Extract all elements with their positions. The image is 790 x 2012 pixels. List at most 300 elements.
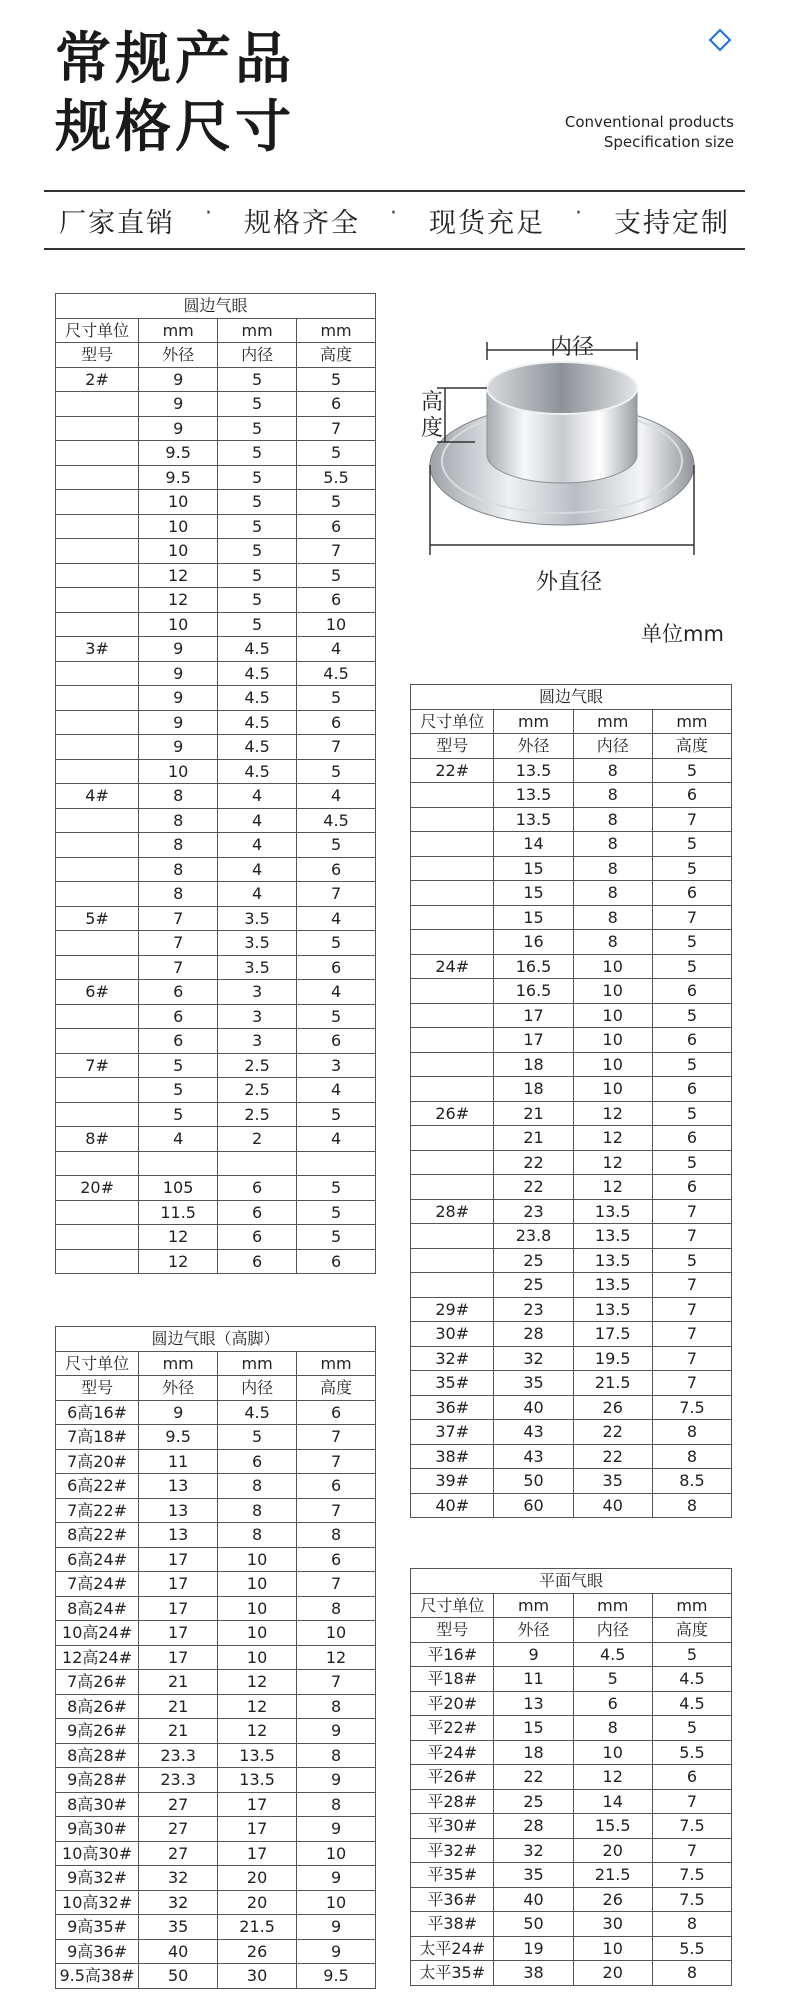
- table-header-name: 高度: [297, 343, 376, 368]
- table-row: [56, 1498, 376, 1523]
- table-cell: 6: [139, 1004, 218, 1029]
- table-cell: 30: [573, 1912, 652, 1937]
- table-cell: 8: [297, 1743, 376, 1768]
- table-cell: 10: [139, 490, 218, 515]
- table-cell: [411, 1126, 494, 1151]
- table-cell: 22: [494, 1765, 573, 1790]
- table-header-unit-row: [411, 709, 732, 734]
- table-cell: 4.5: [652, 1691, 731, 1716]
- table-cell: 7: [297, 1449, 376, 1474]
- table-cell: 17.5: [573, 1322, 652, 1347]
- table-header-unit: mm: [652, 709, 731, 734]
- table-cell: 7: [297, 735, 376, 760]
- table-cell: 20: [218, 1866, 297, 1891]
- table-row: [411, 954, 732, 979]
- slogan-item: 厂家直销: [59, 208, 175, 239]
- table-cell: 8: [652, 1444, 731, 1469]
- table-row: [411, 856, 732, 881]
- table-cell: 15: [494, 881, 573, 906]
- table-cell: 9: [139, 1400, 218, 1425]
- table-row: [411, 1667, 732, 1692]
- table-cell: 15: [494, 1716, 573, 1741]
- table-cell: 5: [297, 1102, 376, 1127]
- table-cell: [56, 1249, 139, 1274]
- table-cell: 8: [573, 807, 652, 832]
- table-cell: 6: [297, 857, 376, 882]
- table-header-name: 外径: [494, 1618, 573, 1643]
- table-cell: 8.5: [652, 1469, 731, 1494]
- table-cell: 9: [139, 392, 218, 417]
- table-cell: 13: [139, 1474, 218, 1499]
- table-cell: [56, 1004, 139, 1029]
- table-header-name: 外径: [139, 343, 218, 368]
- table-cell: 10: [218, 1547, 297, 1572]
- table-cell: 8: [573, 905, 652, 930]
- table-row: [411, 1175, 732, 1200]
- table-cell: [411, 1077, 494, 1102]
- page-title-line2: 规格尺寸: [55, 95, 295, 160]
- table-cell: 6: [297, 1474, 376, 1499]
- table-cell: 9.5: [139, 441, 218, 466]
- table-row: [411, 1003, 732, 1028]
- table-cell: 26: [573, 1395, 652, 1420]
- table-cell: 平26#: [411, 1765, 494, 1790]
- table-cell: 12: [573, 1101, 652, 1126]
- table-cell: 24#: [411, 954, 494, 979]
- table-cell: 12: [139, 588, 218, 613]
- table-cell: [411, 881, 494, 906]
- table-cell: 17: [139, 1547, 218, 1572]
- slogan-item: 现货充足: [429, 208, 545, 239]
- table-header-name-row: [411, 1618, 732, 1643]
- table-cell: 12: [218, 1719, 297, 1744]
- table-cell: [411, 905, 494, 930]
- table-cell: 7: [652, 1322, 731, 1347]
- table-header-unit: mm: [139, 1351, 218, 1376]
- table-cell: 20: [573, 1961, 652, 1986]
- table-cell: 9: [139, 661, 218, 686]
- table-header-name: 内径: [573, 1618, 652, 1643]
- table-cell: 21: [139, 1694, 218, 1719]
- table-cell: 7高24#: [56, 1572, 139, 1597]
- table-cell: 10: [139, 612, 218, 637]
- table-cell: 4: [218, 882, 297, 907]
- table-cell: 20#: [56, 1176, 139, 1201]
- table-cell: [56, 1151, 139, 1176]
- table-cell: 2: [218, 1127, 297, 1152]
- table-caption-row: [411, 1569, 732, 1594]
- table-header-unit: mm: [297, 318, 376, 343]
- table-row: [411, 1838, 732, 1863]
- slogan-item: 规格齐全: [244, 208, 360, 239]
- table-cell: 25: [494, 1248, 573, 1273]
- table-cell: 6: [297, 1400, 376, 1425]
- table-cell: 2#: [56, 367, 139, 392]
- table-cell: 5: [652, 856, 731, 881]
- table-row: [411, 1765, 732, 1790]
- table-cell: [411, 783, 494, 808]
- table-header-unit: mm: [652, 1593, 731, 1618]
- table-row: [411, 1642, 732, 1667]
- table-row: [56, 882, 376, 907]
- table-cell: 7.5: [652, 1814, 731, 1839]
- table-cell: 13: [494, 1691, 573, 1716]
- table-cell: 4#: [56, 784, 139, 809]
- table-row: [56, 392, 376, 417]
- table-row: [56, 1176, 376, 1201]
- table-cell: 8: [573, 881, 652, 906]
- table-row: [56, 1225, 376, 1250]
- table-cell: 4: [218, 857, 297, 882]
- table-cell: 32: [494, 1346, 573, 1371]
- table-cell: 10: [139, 514, 218, 539]
- table-cell: 40: [494, 1395, 573, 1420]
- table-cell: 11: [494, 1667, 573, 1692]
- table-cell: 6: [652, 1175, 731, 1200]
- table-row: [56, 588, 376, 613]
- table-row: [411, 1887, 732, 1912]
- spec-table-round-eyelet-large: [410, 684, 732, 1518]
- table-cell: 12: [573, 1175, 652, 1200]
- table-cell: 19: [494, 1936, 573, 1961]
- table-header-name: 外径: [139, 1376, 218, 1401]
- table-row: [411, 1912, 732, 1937]
- table-cell: 15: [494, 856, 573, 881]
- table-cell: 7: [139, 931, 218, 956]
- table-cell: 40: [573, 1493, 652, 1518]
- table-cell: 5: [297, 686, 376, 711]
- table-cell: [411, 1175, 494, 1200]
- table-cell: 23.3: [139, 1743, 218, 1768]
- table-row: [56, 1200, 376, 1225]
- table-header-name: 型号: [411, 1618, 494, 1643]
- table-cell: 7: [652, 1789, 731, 1814]
- table-cell: 5: [297, 563, 376, 588]
- table-cell: 40: [494, 1887, 573, 1912]
- table-cell: 35: [494, 1371, 573, 1396]
- table-cell: 8: [139, 857, 218, 882]
- table-cell: [411, 1224, 494, 1249]
- table-cell: 9高30#: [56, 1817, 139, 1842]
- table-cell: [56, 1225, 139, 1250]
- table-row: [56, 1596, 376, 1621]
- table-cell: 21: [139, 1670, 218, 1695]
- table-cell: 5: [218, 441, 297, 466]
- diamond-icon: [709, 29, 732, 52]
- table-cell: 35: [573, 1469, 652, 1494]
- table-cell: 8: [139, 833, 218, 858]
- table-cell: 6: [139, 1029, 218, 1054]
- table-cell: 6: [139, 980, 218, 1005]
- table-cell: 17: [139, 1572, 218, 1597]
- table-cell: 50: [139, 1964, 218, 1989]
- table-cell: [56, 661, 139, 686]
- table-cell: 5: [218, 612, 297, 637]
- table-cell: 10: [218, 1621, 297, 1646]
- table-cell: 8高22#: [56, 1523, 139, 1548]
- table-cell: 23.3: [139, 1768, 218, 1793]
- table-cell: 9: [297, 1768, 376, 1793]
- table-cell: 13: [139, 1523, 218, 1548]
- table-row: [411, 832, 732, 857]
- table-cell: 平18#: [411, 1667, 494, 1692]
- table-cell: 10: [573, 1003, 652, 1028]
- table-row: [56, 1102, 376, 1127]
- table-cell: 25: [494, 1273, 573, 1298]
- table-caption: 圆边气眼: [411, 685, 732, 710]
- table-cell: 12: [139, 1225, 218, 1250]
- table-cell: [411, 832, 494, 857]
- table-cell: 9高32#: [56, 1866, 139, 1891]
- table-row: [56, 1890, 376, 1915]
- table-row: [56, 1939, 376, 1964]
- table-cell: 5.5: [297, 465, 376, 490]
- table-cell: 50: [494, 1912, 573, 1937]
- table-header-name-row: [56, 343, 376, 368]
- table-caption-row: [56, 294, 376, 319]
- table-cell: [56, 612, 139, 637]
- table-row: [56, 1078, 376, 1103]
- table-cell: 4.5: [297, 808, 376, 833]
- table-row: [411, 1789, 732, 1814]
- table-cell: 6: [297, 392, 376, 417]
- table-row: [411, 881, 732, 906]
- table-cell: 5: [218, 563, 297, 588]
- table-cell: 10: [297, 612, 376, 637]
- table-cell: 平36#: [411, 1887, 494, 1912]
- table-cell: 12: [573, 1126, 652, 1151]
- table-cell: 4: [297, 980, 376, 1005]
- table-row: [56, 1053, 376, 1078]
- table-cell: 4.5: [218, 661, 297, 686]
- table-cell: 10: [573, 1740, 652, 1765]
- table-cell: 13.5: [218, 1768, 297, 1793]
- table-header-unit: 尺寸单位: [411, 1593, 494, 1618]
- table-cell: 太平35#: [411, 1961, 494, 1986]
- table-row: [56, 833, 376, 858]
- table-row: [411, 1493, 732, 1518]
- table-cell: 32: [494, 1838, 573, 1863]
- table-cell: 6: [218, 1249, 297, 1274]
- table-row: [56, 612, 376, 637]
- separator-dot: ·: [205, 201, 214, 226]
- table-cell: 18: [494, 1740, 573, 1765]
- table-row: [56, 465, 376, 490]
- table-cell: 10: [297, 1621, 376, 1646]
- table-cell: 6: [297, 588, 376, 613]
- table-row: [411, 1691, 732, 1716]
- table-cell: 8: [218, 1474, 297, 1499]
- table-cell: 7: [652, 1838, 731, 1863]
- table-cell: 13: [139, 1498, 218, 1523]
- table-cell: [56, 416, 139, 441]
- table-cell: 10: [573, 979, 652, 1004]
- table-cell: 7: [652, 905, 731, 930]
- table-cell: 7: [652, 1199, 731, 1224]
- table-cell: 20: [573, 1838, 652, 1863]
- table-cell: 7: [297, 1498, 376, 1523]
- table-row: [56, 1841, 376, 1866]
- table-cell: 10: [573, 1077, 652, 1102]
- table-cell: 9: [297, 1719, 376, 1744]
- table-cell: 7高20#: [56, 1449, 139, 1474]
- table-row: [56, 980, 376, 1005]
- table-cell: 21: [494, 1101, 573, 1126]
- table-cell: 8: [297, 1792, 376, 1817]
- table-cell: 12: [218, 1694, 297, 1719]
- table-row: [56, 1474, 376, 1499]
- table-cell: [411, 1028, 494, 1053]
- table-cell: 5: [652, 930, 731, 955]
- table-cell: 6: [297, 1547, 376, 1572]
- table-cell: 40#: [411, 1493, 494, 1518]
- table-row: [56, 490, 376, 515]
- table-cell: 8: [573, 1716, 652, 1741]
- table-cell: 5: [573, 1667, 652, 1692]
- table-row: [411, 1936, 732, 1961]
- table-cell: 7#: [56, 1053, 139, 1078]
- table-row: [411, 783, 732, 808]
- table-cell: 8高24#: [56, 1596, 139, 1621]
- table-cell: 7: [652, 1273, 731, 1298]
- table-cell: 21: [139, 1719, 218, 1744]
- table-cell: 7高26#: [56, 1670, 139, 1695]
- table-cell: 4: [139, 1127, 218, 1152]
- table-cell: 太平24#: [411, 1936, 494, 1961]
- table-cell: 9高28#: [56, 1768, 139, 1793]
- outer-diameter-label: 外直径: [536, 570, 603, 595]
- table-cell: 5: [652, 832, 731, 857]
- table-cell: 6: [218, 1176, 297, 1201]
- table-cell: [56, 735, 139, 760]
- table-cell: 10高30#: [56, 1841, 139, 1866]
- table-row: [56, 441, 376, 466]
- table-row: [56, 1425, 376, 1450]
- table-cell: 22: [494, 1175, 573, 1200]
- unit-label: 单位mm: [641, 622, 724, 646]
- table-cell: 10: [218, 1645, 297, 1670]
- table-cell: [411, 1150, 494, 1175]
- table-cell: 5: [652, 1716, 731, 1741]
- table-cell: 5: [652, 1248, 731, 1273]
- table-cell: 20: [218, 1890, 297, 1915]
- table-cell: 5: [297, 1200, 376, 1225]
- table-cell: 12: [139, 563, 218, 588]
- table-cell: 21.5: [573, 1863, 652, 1888]
- table-cell: 8: [652, 1961, 731, 1986]
- table-cell: [411, 1003, 494, 1028]
- table-cell: [56, 857, 139, 882]
- table-cell: 6: [652, 783, 731, 808]
- table-cell: 17: [218, 1817, 297, 1842]
- table-cell: 9: [139, 686, 218, 711]
- table-row: [56, 1817, 376, 1842]
- table-cell: 8: [139, 882, 218, 907]
- table-cell: 11.5: [139, 1200, 218, 1225]
- table-row: [411, 1126, 732, 1151]
- table-cell: 7: [652, 1297, 731, 1322]
- table-cell: 6: [652, 1028, 731, 1053]
- table-row: [411, 1371, 732, 1396]
- table-row: [56, 955, 376, 980]
- table-cell: 7: [297, 1425, 376, 1450]
- table-cell: 5: [297, 833, 376, 858]
- table-row: [56, 514, 376, 539]
- divider-bottom: [44, 248, 745, 250]
- table-row: [56, 784, 376, 809]
- table-cell: 21.5: [573, 1371, 652, 1396]
- table-cell: 7: [297, 539, 376, 564]
- table-cell: 9高36#: [56, 1939, 139, 1964]
- page-title-line1: 常规产品: [55, 27, 295, 92]
- table-caption: 平面气眼: [411, 1569, 732, 1594]
- table-cell: 17: [494, 1003, 573, 1028]
- table-cell: 5: [218, 465, 297, 490]
- table-cell: 32#: [411, 1346, 494, 1371]
- table-cell: 39#: [411, 1469, 494, 1494]
- table-cell: 9: [139, 416, 218, 441]
- spec-table-round-eyelet: [55, 293, 376, 1274]
- table-cell: 4: [297, 784, 376, 809]
- table-row: [56, 1249, 376, 1274]
- table-row: [411, 1444, 732, 1469]
- table-cell: 28#: [411, 1199, 494, 1224]
- table-cell: 30#: [411, 1322, 494, 1347]
- table-cell: 9高26#: [56, 1719, 139, 1744]
- table-cell: [411, 1273, 494, 1298]
- table-cell: 10: [573, 1936, 652, 1961]
- table-cell: 15.5: [573, 1814, 652, 1839]
- table-header-unit: mm: [218, 1351, 297, 1376]
- table-row: [56, 1621, 376, 1646]
- subtitle-en-line1: Conventional products: [564, 113, 734, 131]
- table-header-name: 外径: [494, 734, 573, 759]
- table-cell: 9: [139, 735, 218, 760]
- table-header-unit: mm: [218, 318, 297, 343]
- table-cell: 9.5: [297, 1964, 376, 1989]
- table-cell: 12高24#: [56, 1645, 139, 1670]
- table-row: [56, 710, 376, 735]
- slogan-item: 支持定制: [614, 208, 730, 239]
- table-row: [56, 1792, 376, 1817]
- table-cell: 13.5: [573, 1224, 652, 1249]
- table-cell: 16.5: [494, 979, 573, 1004]
- table-cell: 6: [652, 881, 731, 906]
- table-cell: 9.5: [139, 465, 218, 490]
- table-cell: 6#: [56, 980, 139, 1005]
- table-cell: 10高24#: [56, 1621, 139, 1646]
- table-cell: 22: [573, 1444, 652, 1469]
- table-cell: 30: [218, 1964, 297, 1989]
- table-cell: 13.5: [573, 1248, 652, 1273]
- table-cell: 8: [573, 930, 652, 955]
- table-cell: 7.5: [652, 1887, 731, 1912]
- table-cell: 4: [218, 808, 297, 833]
- table-cell: 6: [573, 1691, 652, 1716]
- table-cell: 5: [218, 392, 297, 417]
- table-row: [56, 416, 376, 441]
- table-header-name: 型号: [56, 343, 139, 368]
- table-cell: 5: [297, 1225, 376, 1250]
- table-row: [56, 1449, 376, 1474]
- table-cell: 5: [139, 1078, 218, 1103]
- table-header-name: 型号: [56, 1376, 139, 1401]
- table-cell: 28: [494, 1322, 573, 1347]
- table-cell: 6高16#: [56, 1400, 139, 1425]
- table-cell: 25: [494, 1789, 573, 1814]
- table-cell: 12: [297, 1645, 376, 1670]
- table-cell: [56, 490, 139, 515]
